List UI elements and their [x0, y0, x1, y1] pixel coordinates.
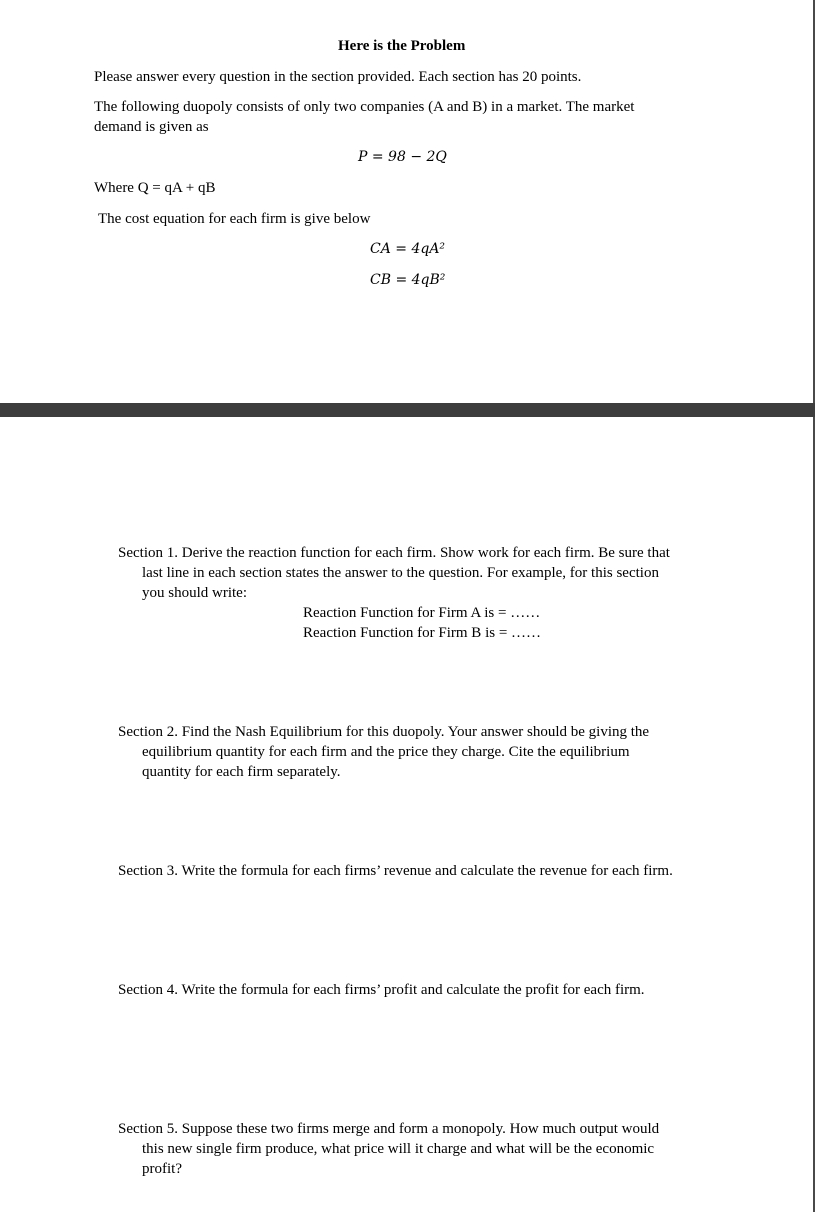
- intro-line-2: demand is given as: [94, 119, 209, 135]
- page-title: Here is the Problem: [338, 38, 466, 54]
- instructions-text: Please answer every question in the section provided. Each section has 20 points.: [94, 69, 582, 85]
- section-2-line-1: Section 2. Find the Nash Equilibrium for this duopoly. Your answer should be giving the: [118, 724, 650, 740]
- demand-equation: P = 98 − 2Q: [358, 149, 447, 165]
- section-2-line-2: equilibrium quantity for each firm and the price they charge. Cite the equilibrium: [142, 744, 630, 760]
- section-5-line-2: this new single firm produce, what price will it charge and what will be the economic: [142, 1141, 655, 1157]
- cost-equation-b: CB = 4qB²: [370, 272, 446, 288]
- section-1-line-2: last line in each section states the answer to the question. For example, for this section: [142, 565, 659, 581]
- section-5-line-3: profit?: [142, 1161, 182, 1177]
- section-1-answer-a: Reaction Function for Firm A is = ……: [303, 605, 541, 621]
- section-1-answer-b: Reaction Function for Firm B is = ……: [303, 625, 542, 641]
- section-5-line-1: Section 5. Suppose these two firms merge and form a monopoly. How much output would: [118, 1121, 660, 1137]
- section-1-line-1: Section 1. Derive the reaction function for each firm. Show work for each firm. Be sure that: [118, 545, 670, 561]
- section-1-line-3: you should write:: [142, 585, 247, 601]
- intro-line-1: The following duopoly consists of only two companies (A and B) in a market. The market: [94, 99, 635, 115]
- section-4-line-1: Section 4. Write the formula for each firms’ profit and calculate the profit for each firm.: [118, 982, 645, 998]
- section-2-line-3: quantity for each firm separately.: [142, 764, 341, 780]
- section-3-line-1: Section 3. Write the formula for each firms’ revenue and calculate the revenue for each firm.: [118, 863, 673, 879]
- cost-intro: The cost equation for each firm is give below: [98, 211, 371, 227]
- where-line: Where Q = qA + qB: [94, 180, 216, 196]
- page-divider: [0, 403, 815, 417]
- cost-equation-a: CA = 4qA²: [370, 241, 446, 257]
